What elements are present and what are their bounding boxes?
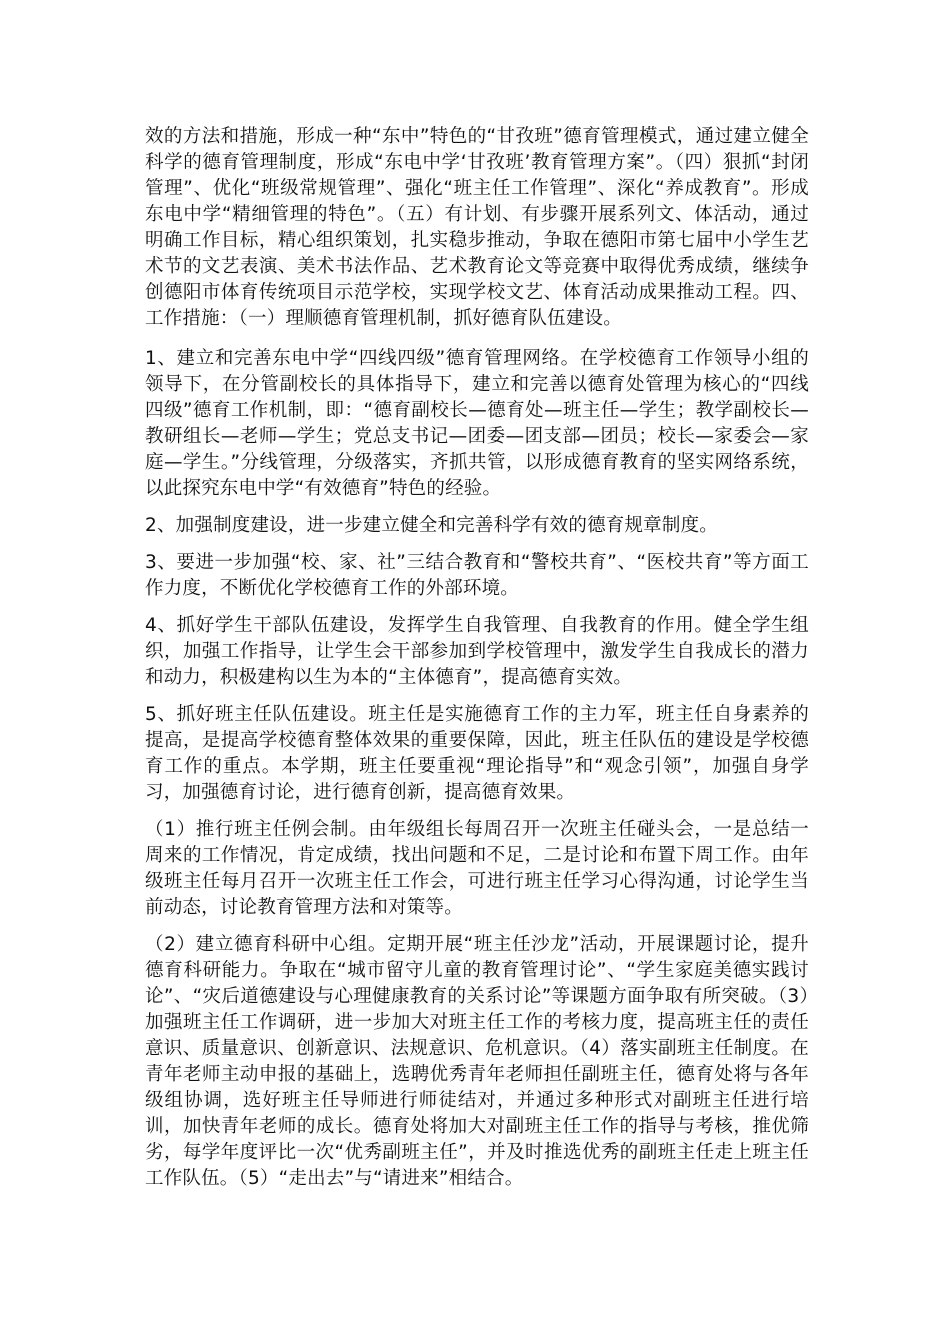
paragraph-measure-2: 2、加强制度建设，进一步建立健全和完善科学有效的德育规章制度。 (145, 515, 718, 536)
paragraph-intro: 效的方法和措施，形成一种“东中”特色的“甘孜班”德育管理模式，通过建立健全科学的德育管理制度，形成“东电中学‘甘孜班’教育管理方案”。（四）狠抓“封闭管理”、优化“班级常规管理”、强化“班主任工作管理”、深化“养成教育”。形成东电中学“精细管理的特色”。（五）有计划、有步骤开展系列文、体活动，通过明确工作目标，精心组织策划，扎实稳步推动，争取在德阳市第七届中小学生艺术节的文艺表演、美术书法作品、艺术教育论文等竞赛中取得优秀成绩，继续争创德阳市体育传统项目示范学校，实现学校文艺、体育活动成果推动工程。四、工作措施：（一）理顺德育管理机制，抓好德育队伍建设。 (145, 126, 809, 329)
paragraph-measure-1: 1、建立和完善东电中学“四线四级”德育管理网络。在学校德育工作领导小组的领导下，在分管副校长的具体指导下，建立和完善以德育处管理为核心的“四线四级”德育工作机制，即：“德育副校长—德育处—班主任—学生；教学副校长—教研组长—老师—学生；党总支书记—团委—团支部—团员；校长—家委会—家庭—学生。”分线管理，分级落实，齐抓共管，以形成德育教育的坚实网络系统，以此探究东电中学“有效德育”特色的经验。 (145, 348, 809, 499)
paragraph-measure-4: 4、抓好学生干部队伍建设，发挥学生自我管理、自我教育的作用。健全学生组织，加强工作指导，让学生会干部参加到学校管理中，激发学生自我成长的潜力和动力，积极建构以生为本的“主体德育”，提高德育实效。 (145, 615, 809, 688)
paragraph-measure-3: 3、要进一步加强“校、家、社”三结合教育和“警校共育”、“医校共育”等方面工作力度，不断优化学校德育工作的外部环境。 (145, 552, 809, 599)
paragraph-sub-1: （1）推行班主任例会制。由年级组长每周召开一次班主任碰头会，一是总结一周来的工作情况，肯定成绩，找出问题和不足，二是讨论和布置下周工作。由年级班主任每月召开一次班主任工作会，可进行班主任学习心得沟通，讨论学生当前动态，讨论教育管理方法和对策等。 (145, 819, 809, 918)
paragraph-measure-5: 5、抓好班主任队伍建设。班主任是实施德育工作的主力军，班主任自身素养的提高，是提高学校德育整体效果的重要保障，因此，班主任队伍的建设是学校德育工作的重点。本学期，班主任要重视“理论指导”和“观念引领”，加强自身学习，加强德育讨论，进行德育创新，提高德育效果。 (145, 704, 809, 803)
document-body (145, 124, 809, 1203)
paragraph-sub-2: （2）建立德育科研中心组。定期开展“班主任沙龙”活动，开展课题讨论，提升德育科研能力。争取在“城市留守儿童的教育管理讨论”、“学生家庭美德实践讨论”、“灾后道德建设与心理健康教育的关系讨论”等课题方面争取有所突破。（3）加强班主任工作调研，进一步加大对班主任工作的考核力度，提高班主任的责任意识、质量意识、创新意识、法规意识、危机意识。（4）落实副班主任制度。在青年老师主动申报的基础上，选聘优秀青年老师担任副班主任，德育处将与各年级组协调，选好班主任导师进行师徒结对，并通过多种形式对副班主任进行培训，加快青年老师的成长。德育处将加大对副班主任工作的指导与考核，推优筛劣，每学年度评比一次“优秀副班主任”，并及时推选优秀的副班主任走上班主任工作队伍。（5）“走出去”与“请进来”相结合。 (145, 934, 809, 1189)
